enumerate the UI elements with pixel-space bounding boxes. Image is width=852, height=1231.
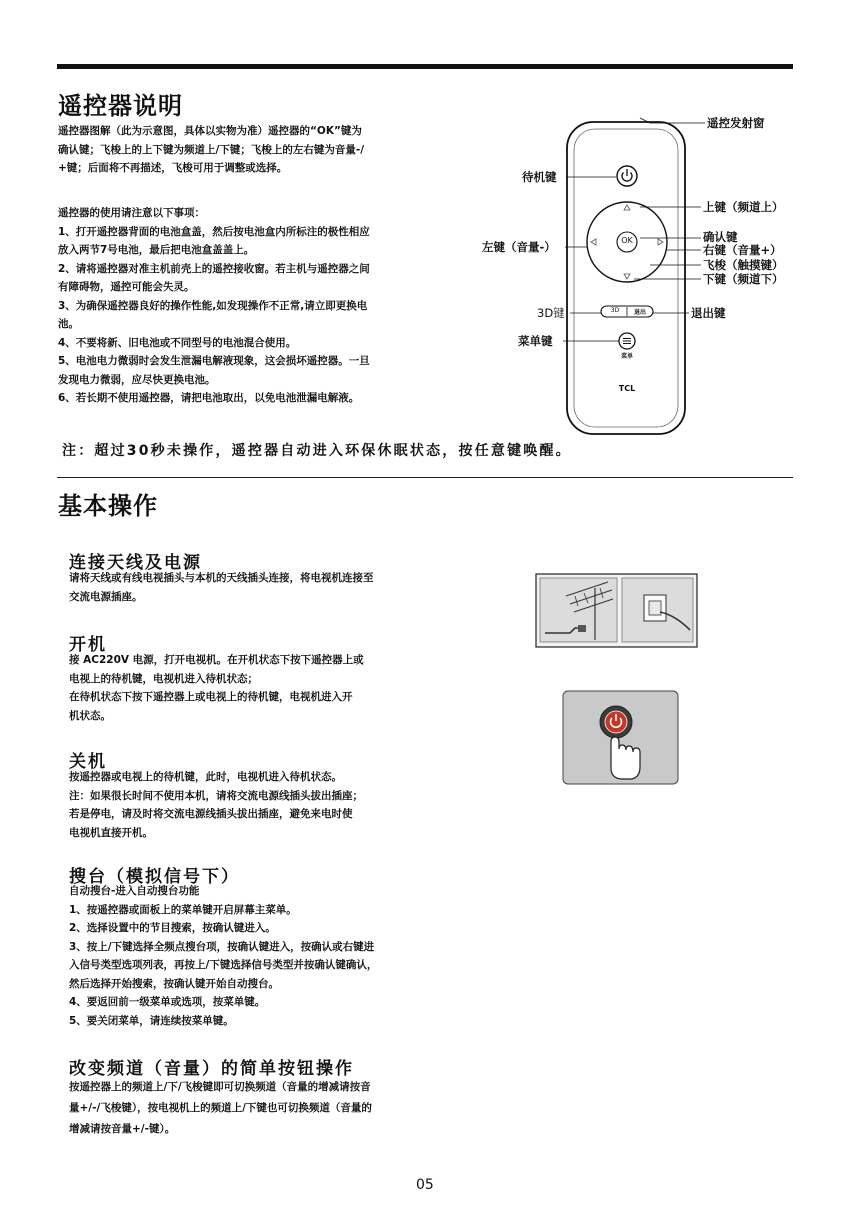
search-line: 4、要返回前一级菜单或选项，按菜单键。	[69, 996, 266, 1008]
3d-button-label: 3D	[610, 307, 620, 314]
label-3d: 3D键	[537, 306, 565, 320]
antenna-line: 交流电源插座。	[69, 590, 143, 603]
label-menu: 菜单键	[518, 334, 553, 348]
section-title-basic: 基本操作	[58, 492, 158, 520]
channel-line: 量+/-/飞梭键），按电视机上的频道上/下键也可切换频道（音量的	[69, 1102, 372, 1114]
search-title: 搜台（模拟信号下）	[69, 867, 240, 887]
channel-title: 改变频道（音量）的简单按钮操作	[69, 1059, 354, 1079]
power-on-line: 接 AC220V 电源，打开电视机。在开机状态下按下遥控器上或	[69, 654, 364, 666]
menu-small-label: 菜单	[620, 353, 633, 360]
label-ir-window: 遥控发射窗	[707, 116, 765, 130]
section-title-remote: 遥控器说明	[58, 92, 183, 120]
search-line: 2、选择设置中的节目搜索，按确认键进入。	[69, 922, 276, 934]
usage-line: 3、为确保遥控器良好的操作性能,如发现操作不正常,请立即更换电	[58, 299, 368, 312]
label-right: 右键（音量+）	[703, 243, 782, 257]
usage-line: 5、电池电力微弱时会发生泄漏电解液现象，这会损坏遥控器。一旦	[58, 355, 370, 367]
search-line: 入信号类型选项列表，再按上/下键选择信号类型并按确认键确认，	[69, 959, 378, 971]
search-line: 5、要关闭菜单，请连续按菜单键。	[69, 1014, 234, 1027]
power-off-line: 电视机直接开机。	[69, 826, 153, 839]
search-line: 自动搜台-进入自动搜台功能	[69, 885, 200, 897]
usage-line: 发现电力微弱，应尽快更换电池。	[58, 373, 216, 386]
power-off-title: 关机	[69, 752, 107, 772]
sleep-note: 注：超过30秒未操作，遥控器自动进入环保休眠状态，按任意键唤醒。	[62, 443, 572, 459]
page-number: 05	[416, 1177, 434, 1193]
usage-line: 有障碍物，遥控可能会失灵。	[58, 281, 195, 293]
label-left: 左键（音量-）	[482, 240, 556, 254]
antenna-line: 请将天线或有线电视插头与本机的天线插头连接，将电视机连接至	[69, 572, 374, 584]
label-down: 下键（频道下）	[703, 272, 784, 286]
usage-line: 放入两节7号电池，最后把电池盒盖盖上。	[58, 244, 255, 256]
intro-line: +键；后面将不再描述，飞梭可用于调整或选择。	[58, 162, 288, 174]
power-off-line: 按遥控器或电视上的待机键，此时，电视机进入待机状态。	[69, 771, 342, 783]
antenna-title: 连接天线及电源	[69, 553, 202, 573]
search-line: 3、按上/下键选择全频点搜台项，按确认键进入，按确认或右键进	[69, 940, 375, 953]
usage-line: 池。	[58, 318, 79, 330]
label-fly: 飞梭（触摸键）	[703, 258, 784, 272]
label-exit: 退出键	[691, 306, 726, 320]
power-on-line: 电视上的待机键，电视机进入待机状态；	[69, 672, 258, 685]
intro-line: 确认键；飞梭上的上下键为频道上/下键；飞梭上的左右键为音量-/	[58, 143, 365, 156]
intro-line: 遥控器图解（此为示意图，具体以实物为准）遥控器的“OK”键为	[58, 125, 362, 137]
channel-line: 按遥控器上的频道上/下/飞梭键即可切换频道（音量的增减请按音	[69, 1081, 371, 1093]
search-line: 然后选择开始搜索，按确认键开始自动搜台。	[69, 977, 279, 990]
usage-line: 2、请将遥控器对准主机前壳上的遥控接收窗。若主机与遥控器之间	[58, 262, 370, 275]
power-on-title: 开机	[69, 635, 107, 655]
search-line: 1、按遥控器或面板上的菜单键开启屏幕主菜单。	[69, 903, 297, 916]
usage-line: 6、若长期不使用遥控器，请把电池取出，以免电池泄漏电解液。	[58, 392, 360, 404]
label-up: 上键（频道上）	[703, 200, 784, 214]
brand-logo: TCL	[618, 384, 636, 393]
power-on-line: 在待机状态下按下遥控器上或电视上的待机键，电视机进入开	[69, 691, 353, 703]
power-off-line: 注：如果很长时间不使用本机，请将交流电源线插头拔出插座；	[69, 789, 363, 802]
channel-line: 增减请按音量+/-键）。	[69, 1123, 176, 1135]
power-off-line: 若是停电，请及时将交流电源线插头拔出插座，避免来电时使	[69, 808, 353, 820]
usage-title: 遥控器的使用请注意以下事项：	[58, 207, 205, 219]
usage-line: 4、不要将新、旧电池或不同型号的电池混合使用。	[58, 336, 297, 349]
ok-label: OK	[621, 236, 633, 245]
exit-button-label: 退出	[633, 309, 646, 316]
power-on-line: 机状态。	[69, 709, 111, 722]
label-ok: 确认键	[703, 230, 738, 244]
usage-line: 1、打开遥控器背面的电池盒盖，然后按电池盒内所标注的极性相应	[58, 225, 370, 238]
label-standby: 待机键	[522, 170, 557, 184]
